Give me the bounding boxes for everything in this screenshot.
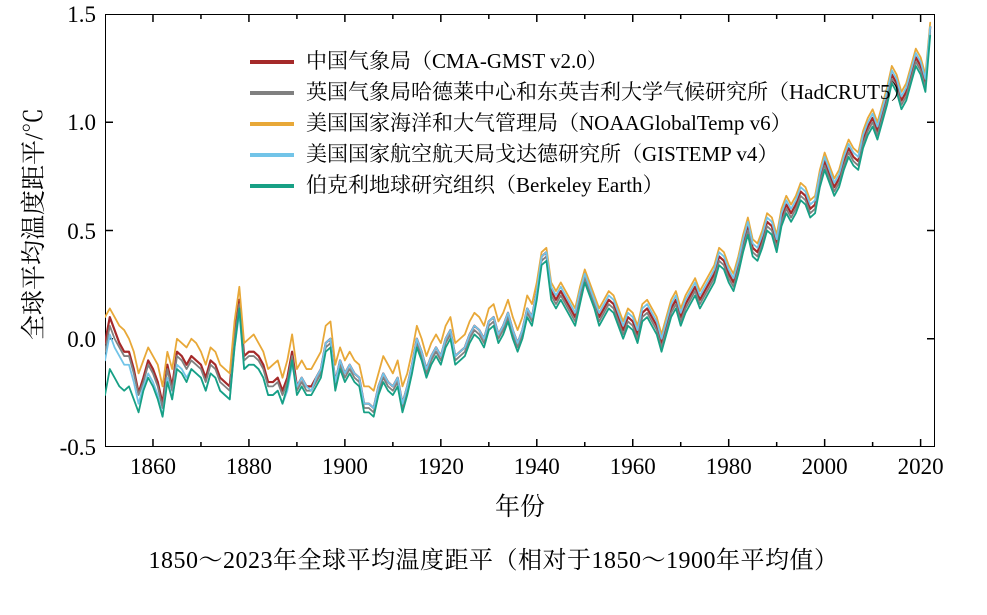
y-axis-ticks	[28, 2, 96, 460]
x-tick-label: 1900	[321, 454, 368, 479]
y-tick-label: -0.5	[59, 435, 96, 460]
y-tick-label: 1.5	[67, 2, 96, 27]
legend	[250, 46, 930, 201]
x-tick-label: 1960	[609, 454, 656, 479]
legend-label: 中国气象局（CMA-GMST v2.0）	[306, 49, 608, 73]
x-tick-label: 1980	[705, 454, 752, 479]
legend-label: 美国国家航空航天局戈达德研究所（GISTEMP v4）	[306, 142, 779, 166]
x-tick-label: 1880	[225, 454, 272, 479]
legend-item[interactable]	[250, 46, 930, 77]
x-tick-label: 2020	[897, 454, 944, 479]
y-tick-label: 0.0	[67, 326, 96, 352]
legend-label: 英国气象局哈德莱中心和东英吉利大学气候研究所（HadCRUT5）	[306, 80, 912, 104]
legend-color-swatch	[250, 122, 294, 126]
legend-item[interactable]	[250, 139, 930, 170]
legend-label: 美国国家海洋和大气管理局（NOAAGlobalTemp v6）	[306, 111, 792, 135]
legend-color-swatch	[250, 184, 294, 188]
x-tick-label: 2000	[801, 454, 848, 479]
legend-item[interactable]	[250, 170, 930, 201]
legend-label: 伯克利地球研究组织（Berkeley Earth）	[306, 173, 664, 197]
x-tick-label: 1940	[513, 454, 560, 479]
x-tick-label: 1860	[129, 454, 176, 479]
x-axis-label: 年份	[494, 494, 545, 521]
legend-item[interactable]	[250, 108, 930, 139]
y-tick-label: 0.5	[67, 218, 96, 244]
legend-color-swatch	[250, 91, 294, 95]
legend-color-swatch	[250, 153, 294, 157]
y-tick-label: 1.0	[67, 110, 96, 136]
legend-item[interactable]	[250, 77, 930, 108]
legend-color-swatch	[250, 60, 294, 64]
chart-caption: 1850～2023年全球平均温度距平（相对于1850～1900年平均值）	[148, 548, 839, 574]
y-axis-label: 全球平均温度距平/℃	[21, 108, 48, 340]
x-axis-ticks	[105, 454, 944, 485]
x-tick-label: 1920	[417, 454, 464, 479]
plot-area	[105, 14, 935, 447]
